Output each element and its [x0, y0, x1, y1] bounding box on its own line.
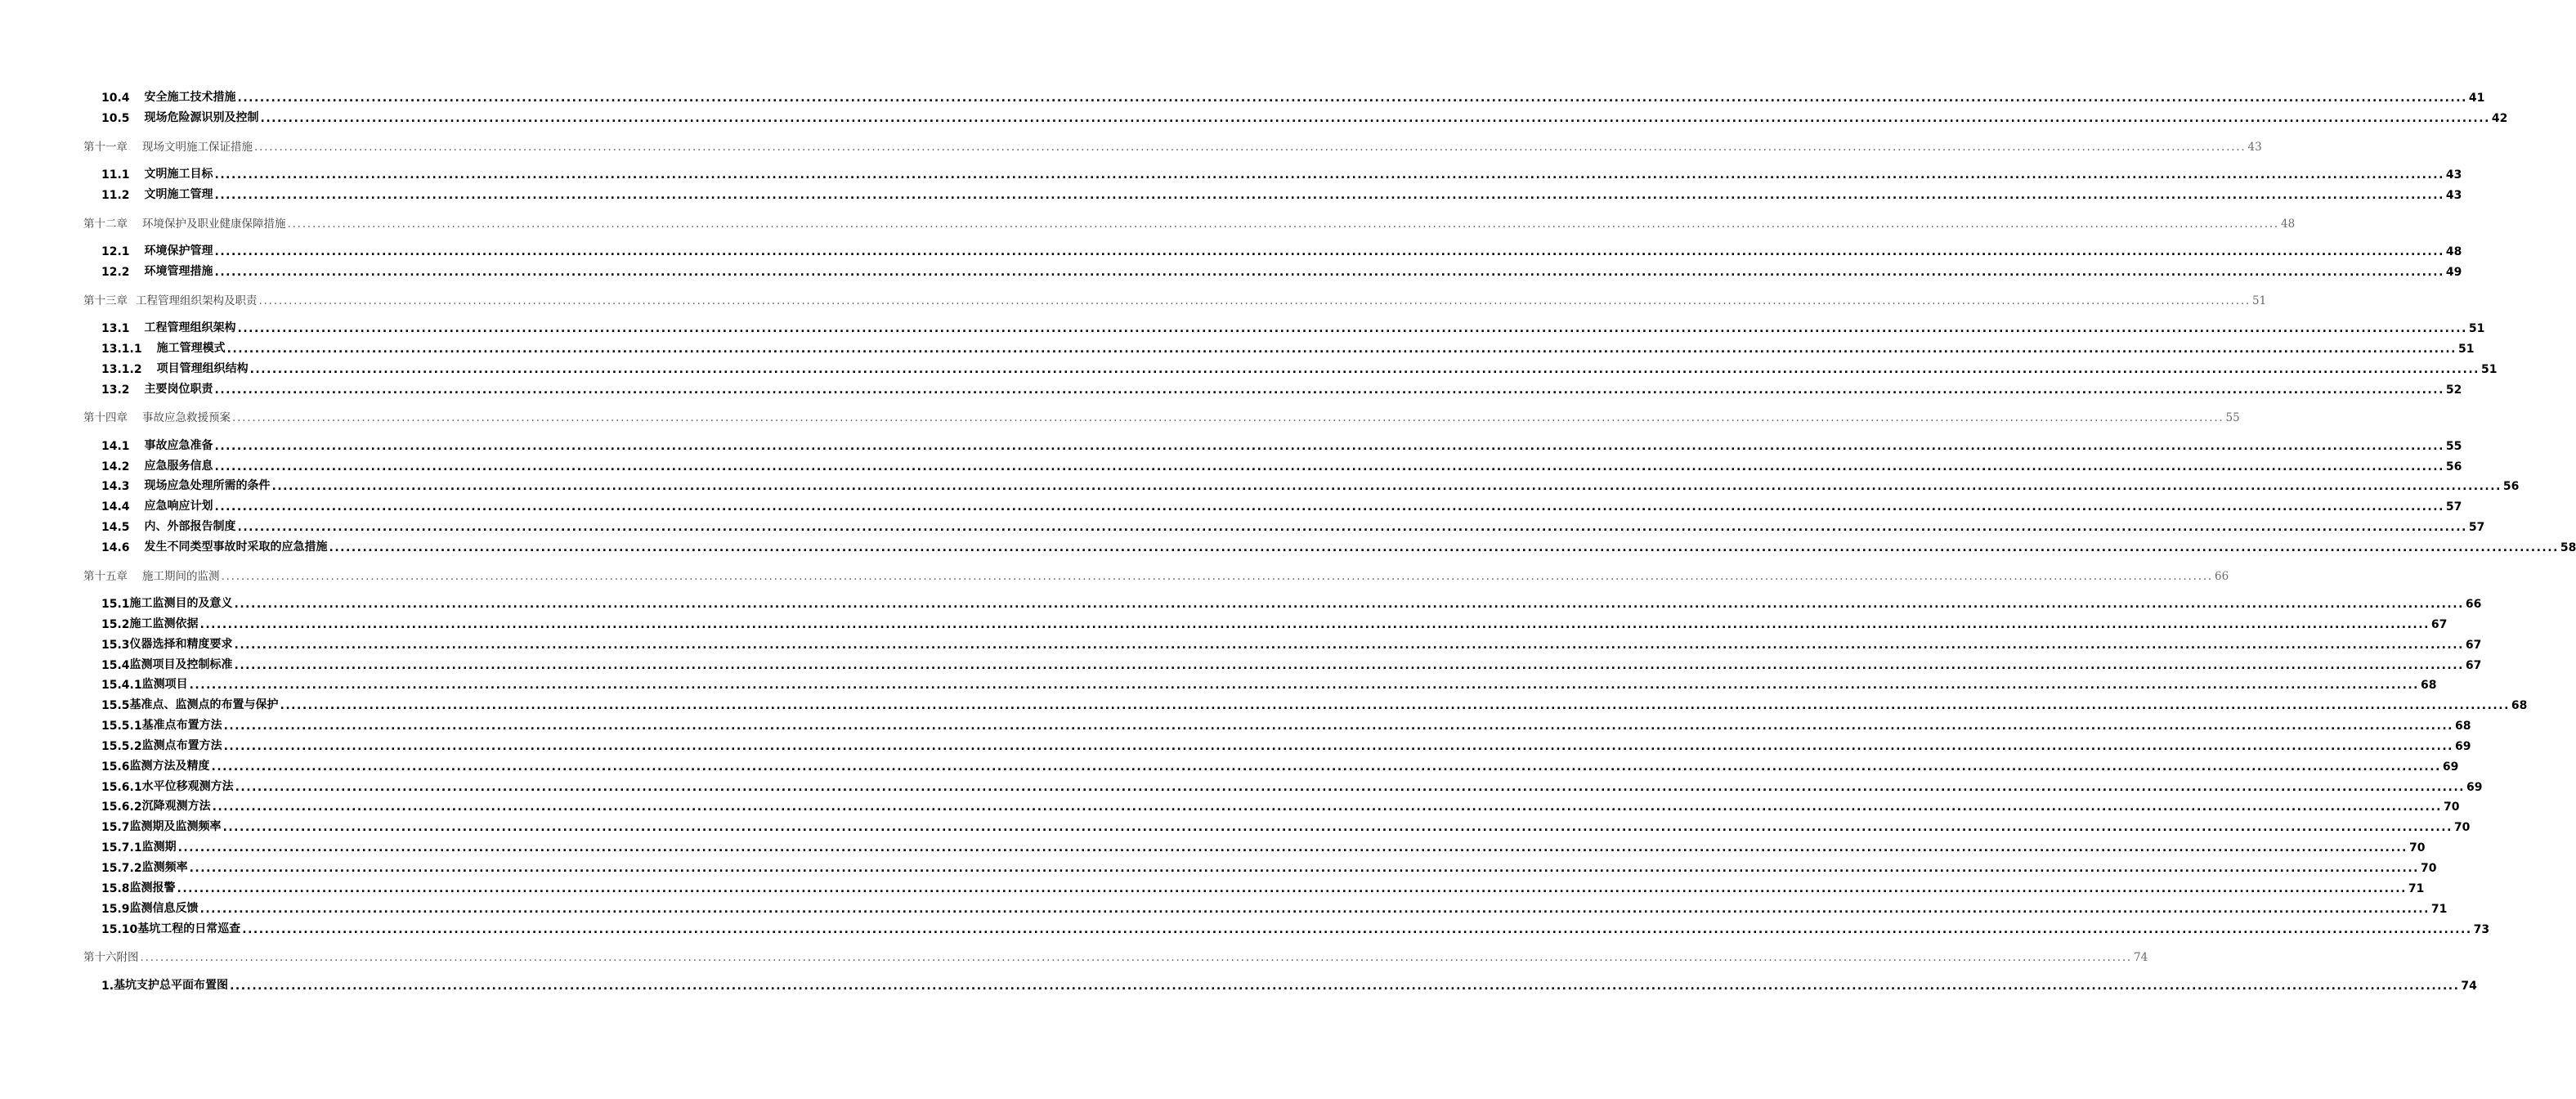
toc-section-entry[interactable] — [101, 536, 2576, 554]
toc-section-entry[interactable] — [101, 877, 2425, 895]
toc-dot-leader: ................................................................................................................................................................................................................................................................................................................................................................................................................ — [234, 598, 2464, 611]
toc-entry-title: 基准点布置方法 — [141, 719, 222, 732]
toc-entry-title: 工程管理组织架构 — [144, 321, 236, 334]
toc-entry-title: 文明施工目标 — [144, 168, 213, 181]
toc-dot-leader: ................................................................................................................................................................................................................................................................................................................................................................................................................ — [189, 679, 2419, 692]
toc-entry-number: 第十一章 — [83, 141, 128, 154]
toc-page-number: 56 — [2445, 460, 2462, 473]
toc-section-entry[interactable] — [101, 475, 2520, 493]
toc-section-entry[interactable] — [101, 317, 2485, 335]
toc-page-number: 42 — [2491, 112, 2508, 125]
toc-section-entry[interactable] — [101, 358, 2498, 376]
toc-entry-number: 15.5 — [101, 699, 130, 712]
toc-entry-number: 14.2 — [101, 460, 130, 473]
toc-section-entry[interactable] — [101, 776, 2483, 794]
toc-section-entry[interactable] — [101, 164, 2462, 182]
toc-page-number: 67 — [2430, 618, 2448, 631]
toc-section-entry[interactable] — [101, 796, 2460, 814]
toc-chapter-entry[interactable] — [83, 946, 2148, 964]
toc-dot-leader: ................................................................................................................................................................................................................................................................................................................................................................................................................ — [214, 245, 2444, 258]
toc-entry-number: 第十二章 — [83, 218, 128, 231]
toc-entry-number: 第十五章 — [83, 570, 128, 583]
toc-entry-number: 15.8 — [101, 882, 130, 895]
toc-dot-leader: ................................................................................................................................................................................................................................................................................................................................................................................................................ — [223, 720, 2453, 733]
toc-entry-number: 第十四章 — [83, 411, 128, 424]
toc-page-number: 58 — [2560, 541, 2576, 554]
toc-entry-number: 15.9 — [101, 903, 130, 916]
toc-dot-leader: ................................................................................................................................................................................................................................................................................................................................................................................................................ — [237, 92, 2467, 105]
toc-page-number: 69 — [2466, 781, 2483, 794]
toc-entry-title: 项目管理组织结构 — [156, 362, 249, 375]
toc-entry-title: 监测项目及控制标准 — [129, 658, 233, 671]
toc-section-entry[interactable] — [101, 87, 2485, 105]
toc-section-entry[interactable] — [101, 593, 2482, 611]
toc-entry-number: 14.3 — [101, 480, 130, 493]
toc-dot-leader: ................................................................................................................................................................................................................................................................................................................................................................................................................ — [230, 980, 2460, 993]
toc-section-entry[interactable] — [101, 857, 2437, 875]
toc-entry-title: 应急响应计划 — [144, 500, 213, 513]
toc-entry-number: 14.1 — [101, 440, 130, 453]
toc-dot-leader: ................................................................................................................................................................................................................................................................................................................................................................................................................ — [177, 841, 2408, 855]
toc-section-entry[interactable] — [101, 107, 2508, 125]
toc-entry-number: 1. — [101, 980, 114, 993]
toc-dot-leader: ................................................................................................................................................................................................................................................................................................................................................................................................................ — [222, 821, 2453, 834]
toc-section-entry[interactable] — [101, 918, 2490, 936]
toc-entry-title: 监测方法及精度 — [129, 760, 210, 773]
toc-page-number: 74 — [2461, 980, 2477, 993]
toc-dot-leader: ................................................................................................................................................................................................................................................................................................................................................................................................................ — [226, 343, 2457, 356]
toc-page-number: 68 — [2420, 679, 2437, 692]
toc-dot-leader: ................................................................................................................................................................................................................................................................................................................................................................................................................ — [214, 266, 2444, 279]
toc-entry-number: 第十三章 — [83, 294, 128, 307]
toc-page-number: 51 — [2457, 343, 2475, 356]
toc-entry-title: 发生不同类型事故时采取的应急措施 — [144, 541, 328, 554]
toc-entry-number: 15.7 — [101, 821, 130, 834]
toc-dot-leader: ................................................................................................................................................................................................................................................................................................................................................................................................................ — [329, 541, 2559, 554]
toc-dot-leader: ................................................................................................................................................................................................................................................................................................................................................................................................................ — [234, 659, 2464, 672]
toc-entry-number: 11.2 — [101, 189, 130, 202]
toc-dot-leader: ................................................................................................................................................................................................................................................................................................................................................................................................................ — [249, 363, 2480, 376]
toc-page-number: 51 — [2480, 363, 2498, 376]
toc-entry-number: 13.1.1 — [101, 343, 142, 356]
toc-section-entry[interactable] — [101, 261, 2462, 279]
toc-entry-number: 15.3 — [101, 639, 130, 652]
toc-dot-leader: ................................................................................................................................................................................................................................................................................................................................................................................................................ — [260, 112, 2490, 125]
toc-dot-leader: ................................................................................................................................................................................................................................................................................................................................................................................................................ — [271, 480, 2502, 493]
toc-entry-title: 事故应急救援预案 — [142, 411, 231, 424]
toc-entry-number: 12.1 — [101, 245, 130, 258]
toc-dot-leader: ................................................................................................................................................................................................................................................................................................................................................................................................................ — [140, 951, 2132, 964]
toc-page-number: 57 — [2468, 521, 2485, 534]
toc-entry-title: 安全施工技术措施 — [144, 91, 236, 104]
toc-entry-number: 13.1.2 — [101, 363, 142, 376]
toc-chapter-entry[interactable] — [83, 213, 2296, 231]
toc-entry-title: 监测点布置方法 — [141, 739, 222, 752]
toc-page-number: 69 — [2442, 760, 2459, 774]
toc-entry-number: 15.7.2 — [101, 862, 142, 875]
toc-dot-leader: ................................................................................................................................................................................................................................................................................................................................................................................................................ — [237, 521, 2467, 534]
toc-entry-title: 环境保护及职业健康保障措施 — [142, 218, 286, 231]
toc-entry-number: 15.4.1 — [101, 679, 142, 692]
toc-entry-number: 15.6 — [101, 760, 130, 774]
toc-section-entry[interactable] — [101, 516, 2485, 534]
toc-page-number: 49 — [2445, 266, 2462, 279]
toc-page-number: 48 — [2445, 245, 2462, 258]
toc-section-entry[interactable] — [101, 338, 2475, 356]
toc-entry-title: 基坑工程的日常巡查 — [137, 922, 241, 935]
toc-entry-title: 应急服务信息 — [144, 460, 213, 473]
toc-section-entry[interactable] — [101, 837, 2426, 855]
toc-section-entry[interactable] — [101, 674, 2437, 692]
toc-page-number: 68 — [2454, 720, 2471, 733]
toc-entry-number: 14.6 — [101, 541, 130, 554]
toc-entry-title: 施工监测目的及意义 — [129, 597, 233, 610]
toc-entry-title: 主要岗位职责 — [144, 383, 213, 396]
toc-entry-number: 15.7.1 — [101, 841, 142, 855]
toc-page-number: 67 — [2465, 639, 2482, 652]
toc-entry-number: 15.5.1 — [101, 720, 142, 733]
toc-page-number: 70 — [2420, 862, 2437, 875]
toc-entry-title: 施工监测依据 — [129, 617, 199, 630]
toc-page-number: 43 — [2445, 189, 2462, 202]
toc-entry-number: 15.1 — [101, 598, 130, 611]
toc-entry-title: 监测期及监测频率 — [129, 820, 222, 833]
toc-page-number: 55 — [2445, 440, 2462, 453]
toc-dot-leader: ................................................................................................................................................................................................................................................................................................................................................................................................................ — [234, 639, 2464, 652]
toc-page-number: 52 — [2445, 384, 2462, 397]
toc-page-number: 74 — [2134, 951, 2148, 964]
toc-page-number: 70 — [2408, 841, 2426, 855]
toc-dot-leader: ................................................................................................................................................................................................................................................................................................................................................................................................................ — [177, 882, 2407, 895]
toc-entry-number: 10.4 — [101, 92, 130, 105]
toc-page-number: 70 — [2443, 801, 2460, 814]
toc-section-entry[interactable] — [101, 496, 2462, 514]
toc-section-entry[interactable] — [101, 694, 2528, 712]
toc-page-number: 66 — [2465, 598, 2482, 611]
toc-entry-number: 第十六附图 — [83, 951, 139, 964]
toc-section-entry[interactable] — [101, 975, 2477, 993]
toc-entry-number: 15.6.2 — [101, 801, 142, 814]
toc-entry-title: 监测期 — [141, 841, 177, 854]
toc-chapter-entry[interactable] — [83, 406, 2240, 424]
toc-section-entry[interactable] — [101, 240, 2462, 258]
toc-page-number: 68 — [2511, 699, 2528, 712]
toc-section-entry[interactable] — [101, 654, 2482, 672]
toc-entry-title: 基准点、监测点的布置与保护 — [129, 698, 279, 711]
toc-page-number: 71 — [2408, 882, 2425, 895]
toc-entry-number: 13.2 — [101, 384, 130, 397]
toc-dot-leader: ................................................................................................................................................................................................................................................................................................................................................................................................................ — [214, 440, 2444, 453]
toc-page-number: 55 — [2225, 411, 2240, 424]
toc-dot-leader: ................................................................................................................................................................................................................................................................................................................................................................................................................ — [232, 411, 2224, 424]
toc-page-number: 66 — [2215, 570, 2229, 583]
toc-chapter-entry[interactable] — [83, 565, 2229, 583]
toc-entry-number: 13.1 — [101, 322, 130, 335]
toc-dot-leader: ................................................................................................................................................................................................................................................................................................................................................................................................................ — [189, 862, 2419, 875]
toc-entry-title: 监测报警 — [129, 881, 176, 895]
toc-dot-leader: ................................................................................................................................................................................................................................................................................................................................................................................................................ — [214, 168, 2444, 182]
toc-entry-title: 沉降观测方法 — [141, 800, 211, 813]
toc-page-number: 41 — [2468, 92, 2485, 105]
toc-dot-leader: ................................................................................................................................................................................................................................................................................................................................................................................................................ — [235, 781, 2465, 794]
toc-chapter-entry[interactable] — [83, 289, 2267, 307]
toc-dot-leader: ................................................................................................................................................................................................................................................................................................................................................................................................................ — [254, 141, 2247, 154]
toc-section-entry[interactable] — [101, 613, 2448, 631]
toc-section-entry[interactable] — [101, 435, 2462, 453]
toc-dot-leader: ................................................................................................................................................................................................................................................................................................................................................................................................................ — [212, 801, 2442, 814]
toc-entry-number: 15.10 — [101, 923, 138, 936]
toc-entry-number: 12.2 — [101, 266, 130, 279]
toc-entry-number: 15.5.2 — [101, 740, 142, 753]
toc-section-entry[interactable] — [101, 756, 2459, 774]
toc-entry-title: 基坑支护总平面布置图 — [114, 979, 229, 992]
toc-dot-leader: ................................................................................................................................................................................................................................................................................................................................................................................................................ — [199, 618, 2430, 631]
toc-page-number: 73 — [2473, 923, 2490, 936]
toc-section-entry[interactable] — [101, 735, 2471, 753]
toc-section-entry[interactable] — [101, 816, 2471, 834]
toc-entry-number: 14.4 — [101, 500, 130, 514]
toc-dot-leader: ................................................................................................................................................................................................................................................................................................................................................................................................................ — [214, 460, 2444, 473]
toc-dot-leader: ................................................................................................................................................................................................................................................................................................................................................................................................................ — [258, 294, 2251, 307]
toc-entry-title: 现场应急处理所需的条件 — [144, 479, 271, 492]
toc-entry-title: 内、外部报告制度 — [144, 520, 236, 533]
toc-entry-number: 10.5 — [101, 112, 130, 125]
toc-dot-leader: ................................................................................................................................................................................................................................................................................................................................................................................................................ — [280, 699, 2510, 712]
toc-section-entry[interactable] — [101, 184, 2462, 202]
toc-page-number: 56 — [2502, 480, 2520, 493]
toc-dot-leader: ................................................................................................................................................................................................................................................................................................................................................................................................................ — [287, 218, 2279, 231]
toc-section-entry[interactable] — [101, 715, 2471, 733]
toc-dot-leader: ................................................................................................................................................................................................................................................................................................................................................................................................................ — [199, 903, 2430, 916]
toc-entry-title: 水平位移观测方法 — [141, 780, 234, 793]
toc-entry-number: 14.5 — [101, 521, 130, 534]
toc-page-number: 70 — [2453, 821, 2471, 834]
toc-entry-number: 15.6.1 — [101, 781, 142, 794]
toc-section-entry[interactable] — [101, 379, 2462, 397]
toc-page-number: 69 — [2454, 740, 2471, 753]
toc-entry-number: 11.1 — [101, 168, 130, 182]
toc-page-number: 48 — [2281, 218, 2296, 231]
toc-page-number: 57 — [2445, 500, 2462, 514]
toc-entry-title: 事故应急准备 — [144, 439, 213, 452]
toc-dot-leader: ................................................................................................................................................................................................................................................................................................................................................................................................................ — [242, 923, 2472, 936]
toc-dot-leader: ................................................................................................................................................................................................................................................................................................................................................................................................................ — [214, 384, 2444, 397]
toc-section-entry[interactable] — [101, 634, 2482, 652]
toc-entry-title: 环境管理措施 — [144, 265, 213, 278]
toc-entry-title: 现场危险源识别及控制 — [144, 111, 259, 124]
toc-page-number: 43 — [2247, 141, 2262, 154]
toc-dot-leader: ................................................................................................................................................................................................................................................................................................................................................................................................................ — [214, 189, 2444, 202]
toc-entry-title: 现场文明施工保证措施 — [142, 141, 253, 154]
toc-entry-number: 15.2 — [101, 618, 130, 631]
toc-dot-leader: ................................................................................................................................................................................................................................................................................................................................................................................................................ — [211, 760, 2441, 774]
toc-page-number: 51 — [2468, 322, 2485, 335]
toc-dot-leader: ................................................................................................................................................................................................................................................................................................................................................................................................................ — [214, 500, 2444, 514]
toc-dot-leader: ................................................................................................................................................................................................................................................................................................................................................................................................................ — [223, 740, 2453, 753]
toc-entry-title: 施工期间的监测 — [142, 570, 220, 583]
toc-entry-title: 监测信息反馈 — [129, 902, 199, 915]
toc-page-number: 71 — [2430, 903, 2448, 916]
toc-section-entry[interactable] — [101, 455, 2462, 473]
toc-dot-leader: ................................................................................................................................................................................................................................................................................................................................................................................................................ — [237, 322, 2467, 335]
toc-page-number: 51 — [2252, 294, 2267, 307]
toc-entry-title: 工程管理组织架构及职责 — [136, 294, 258, 307]
toc-dot-leader: ................................................................................................................................................................................................................................................................................................................................................................................................................ — [221, 570, 2213, 583]
toc-entry-title: 监测频率 — [141, 861, 188, 874]
toc-chapter-entry[interactable] — [83, 136, 2262, 154]
toc-section-entry[interactable] — [101, 898, 2448, 916]
toc-entry-title: 施工管理模式 — [156, 342, 226, 355]
toc-entry-title: 环境保护管理 — [144, 244, 213, 258]
toc-entry-title: 监测项目 — [141, 678, 188, 691]
toc-page-number: 67 — [2465, 659, 2482, 672]
toc-entry-number: 15.4 — [101, 659, 130, 672]
toc-entry-title: 仪器选择和精度要求 — [129, 638, 233, 651]
toc-page-number: 43 — [2445, 168, 2462, 182]
toc-entry-title: 文明施工管理 — [144, 188, 213, 201]
